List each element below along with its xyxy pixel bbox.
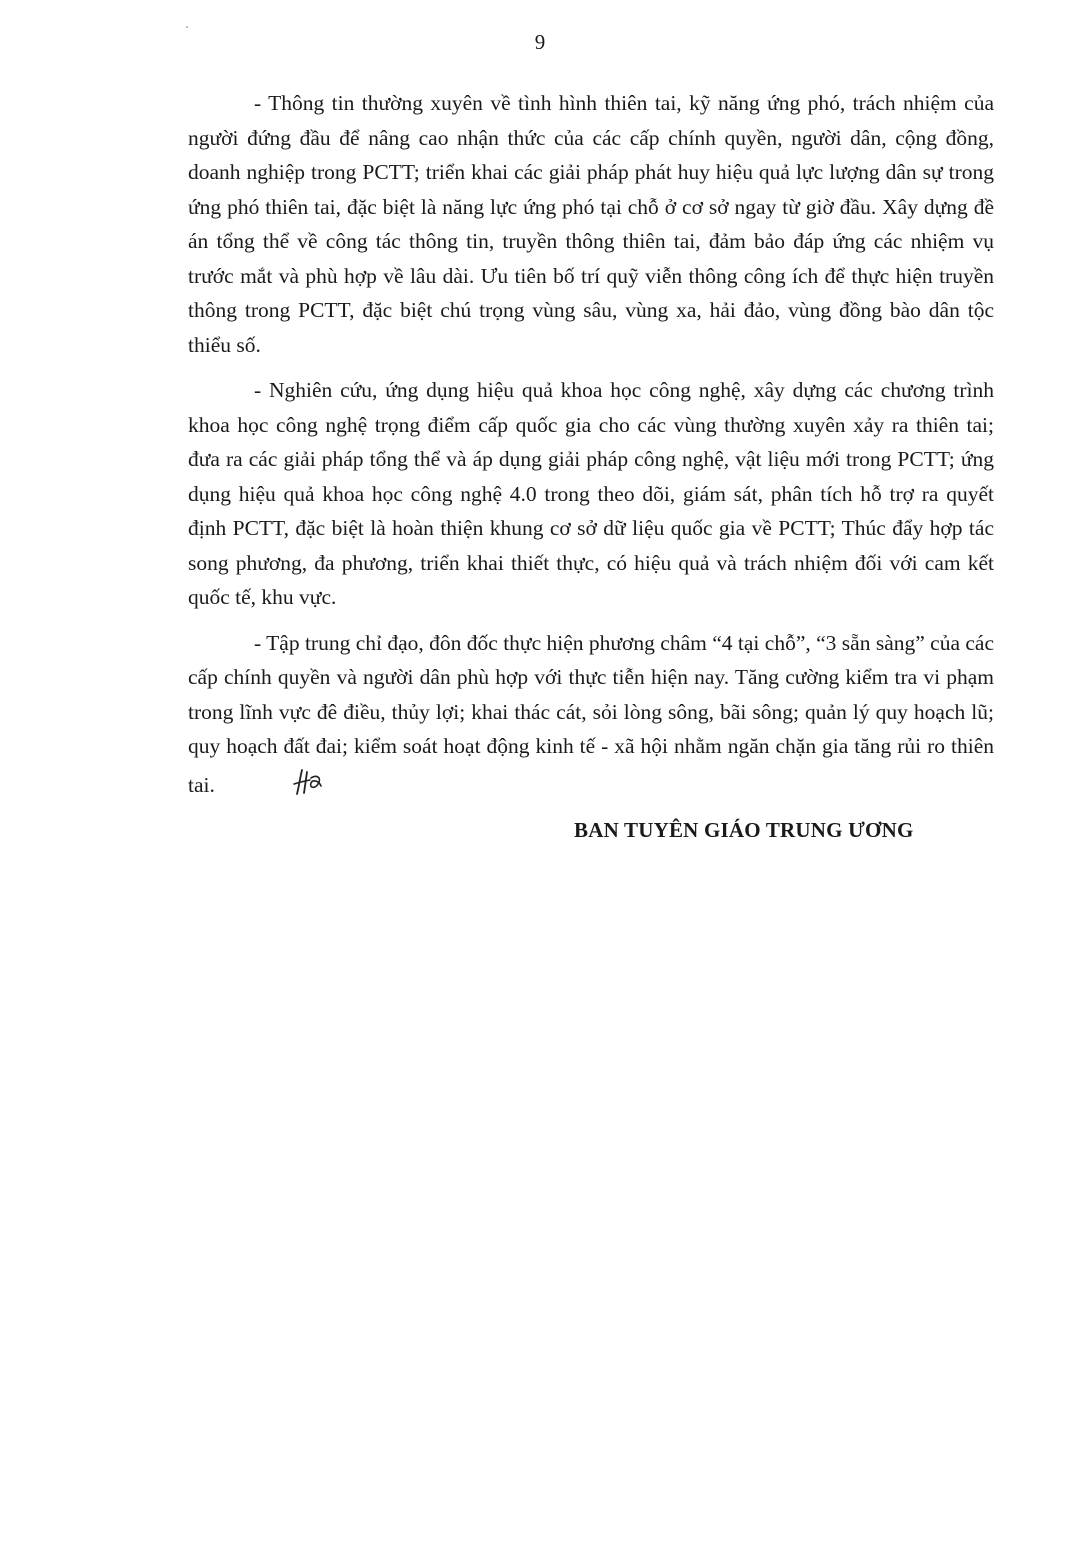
paragraph-communication: - Thông tin thường xuyên về tình hình thiên tai, kỹ năng ứng phó, trách nhiệm của người đứng đầu để nâng cao nhận thức của các cấp chính quyền, người dân, cộng đồng, doanh nghiệp trong PCTT; triển khai các giải pháp phát huy hiệu quả lực lượng dân sự trong ứng phó thiên tai, đặc biệt là năng lực ứng phó tại chỗ ở cơ sở ngay từ giờ đầu. Xây dựng đề án tổng thể về công tác thông tin, truyền thông thiên tai, đảm bảo đáp ứng các nhiệm vụ trước mắt và phù hợp về lâu dài. Ưu tiên bố trí quỹ viễn thông công ích để thực hiện truyền thông trong PCTT, đặc biệt chú trọng vùng sâu, vùng xa, hải đảo, vùng đồng bào dân tộc thiểu số.: [188, 91, 994, 357]
page-number: 9: [534, 30, 546, 54]
paragraph-science-technology: - Nghiên cứu, ứng dụng hiệu quả khoa học công nghệ, xây dựng các chương trình khoa học công nghệ trọng điểm cấp quốc gia cho các vùng thường xuyên xảy ra thiên tai; đưa ra các giải pháp tổng thể và áp dụng giải pháp công nghệ, vật liệu mới trong PCTT; ứng dụng hiệu quả khoa học công nghệ 4.0 trong theo dõi, giám sát, phân tích hỗ trợ ra quyết định PCTT, đặc biệt là hoàn thiện khung cơ sở dữ liệu quốc gia về PCTT; Thúc đẩy hợp tác song phương, đa phương, triển khai thiết thực, có hiệu quả và trách nhiệm đối với cam kết quốc tế, khu vực.: [188, 378, 994, 609]
paragraph-direction: [188, 626, 994, 809]
document-body: [188, 86, 994, 819]
paragraph-direction-text: - Tập trung chỉ đạo, đôn đốc thực hiện phương châm “4 tại chỗ”, “3 sẵn sàng” của các cấp chính quyền và người dân phù hợp với thực tiễn hiện nay. Tăng cường kiểm tra vi phạm trong lĩnh vực đê điều, thủy lợi; khai thác cát, sỏi lòng sông, bãi sông; quản lý quy hoạch lũ; quy hoạch đất đai; kiểm soát hoạt động kinh tế - xã hội nhằm ngăn chặn gia tăng rủi ro thiên tai.: [188, 630, 994, 797]
initials-signature-icon: [225, 764, 325, 809]
issuing-organization: BAN TUYÊN GIÁO TRUNG ƯƠNG: [574, 818, 914, 842]
scan-artifact: [186, 26, 188, 28]
